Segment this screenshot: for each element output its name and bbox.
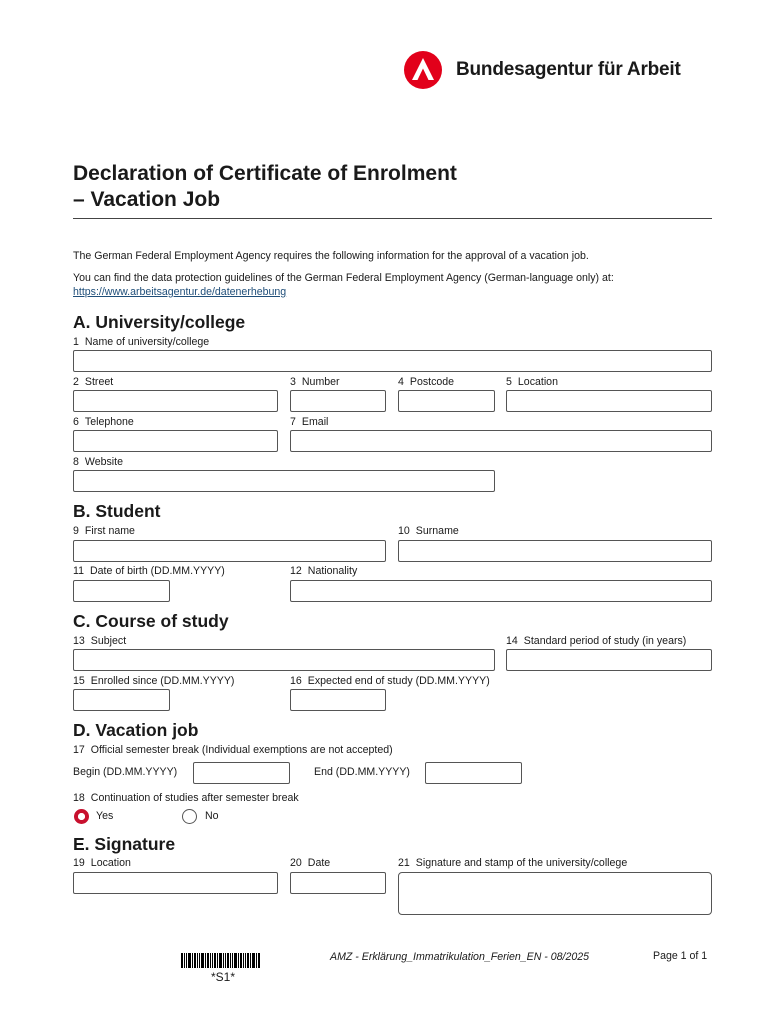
page-number: Page 1 of 1 [653, 950, 708, 962]
subject-input[interactable] [73, 649, 495, 671]
field-12-label: 12 Nationality [290, 565, 358, 577]
continuation-no-label: No [205, 810, 219, 822]
enrolled-since-input[interactable] [73, 689, 170, 711]
university-name-input[interactable] [73, 350, 712, 372]
postcode-input[interactable] [398, 390, 495, 412]
field-19-label: 19 Location [73, 857, 131, 869]
website-input[interactable] [73, 470, 495, 492]
signature-location-input[interactable] [73, 872, 278, 894]
telephone-input[interactable] [73, 430, 278, 452]
agency-name: Bundesagentur für Arbeit [456, 59, 681, 80]
date-of-birth-input[interactable] [73, 580, 170, 602]
field-9-label: 9 First name [73, 525, 135, 537]
field-16-label: 16 Expected end of study (DD.MM.YYYY) [290, 675, 490, 687]
field-4-label: 4 Postcode [398, 376, 455, 388]
field-18-label: 18 Continuation of studies after semester break [73, 792, 299, 804]
signature-stamp-box[interactable] [398, 872, 712, 915]
continuation-yes-radio[interactable] [74, 809, 89, 824]
field-13-label: 13 Subject [73, 635, 127, 647]
email-input[interactable] [290, 430, 712, 452]
intro-paragraph-2-text: You can find the data protection guidelines of the German Federal Employment Agency (German-language only) at: [73, 272, 614, 284]
field-10-label: 10 Surname [398, 525, 459, 537]
first-name-input[interactable] [73, 540, 386, 562]
field-7-label: 7 Email [290, 416, 329, 428]
section-c-heading: C. Course of study [73, 611, 229, 631]
data-protection-link[interactable]: https://www.arbeitsagentur.de/datenerhebung [73, 286, 287, 298]
street-input[interactable] [73, 390, 278, 412]
field-17-label: 17 Official semester break (Individual exemptions are not accepted) [73, 744, 393, 756]
expected-end-input[interactable] [290, 689, 386, 711]
continuation-no-radio[interactable] [182, 809, 197, 824]
continuation-yes-label: Yes [96, 810, 114, 822]
section-d-heading: D. Vacation job [73, 720, 199, 740]
agency-logo [404, 51, 681, 89]
surname-input[interactable] [398, 540, 712, 562]
title-line-1: Declaration of Certificate of Enrolment [73, 162, 457, 185]
field-3-label: 3 Number [290, 376, 340, 388]
number-input[interactable] [290, 390, 386, 412]
form-code: AMZ - Erklärung_Immatrikulation_Ferien_EN - 08/2025 [330, 951, 590, 963]
semester-break-end-input[interactable] [425, 762, 522, 784]
end-label: End (DD.MM.YYYY) [314, 766, 410, 778]
field-20-label: 20 Date [290, 857, 331, 869]
field-1-label: 1 Name of university/college [73, 336, 210, 348]
field-8-label: 8 Website [73, 456, 123, 468]
field-14-label: 14 Standard period of study (in years) [506, 635, 687, 647]
section-b-heading: B. Student [73, 501, 161, 521]
section-a-heading: A. University/college [73, 312, 246, 332]
section-e-heading: E. Signature [73, 834, 176, 854]
begin-label: Begin (DD.MM.YYYY) [73, 766, 178, 778]
title-line-2: – Vacation Job [73, 188, 221, 211]
field-2-label: 2 Street [73, 376, 114, 388]
field-5-label: 5 Location [506, 376, 558, 388]
page-title [73, 161, 457, 213]
signature-date-input[interactable] [290, 872, 386, 894]
barcode-text: *S1* [211, 970, 236, 984]
barcode [181, 953, 261, 968]
field-21-label: 21 Signature and stamp of the university/college [398, 857, 628, 869]
agency-logo-icon [404, 51, 442, 89]
standard-period-input[interactable] [506, 649, 712, 671]
intro-paragraph-1: The German Federal Employment Agency requires the following information for the approval of a vacation job. [73, 250, 589, 262]
nationality-input[interactable] [290, 580, 712, 602]
field-15-label: 15 Enrolled since (DD.MM.YYYY) [73, 675, 235, 687]
location-input[interactable] [506, 390, 712, 412]
intro-paragraph-2 [73, 271, 614, 299]
field-6-label: 6 Telephone [73, 416, 134, 428]
title-divider [73, 218, 712, 219]
semester-break-begin-input[interactable] [193, 762, 290, 784]
field-11-label: 11 Date of birth (DD.MM.YYYY) [73, 565, 225, 577]
